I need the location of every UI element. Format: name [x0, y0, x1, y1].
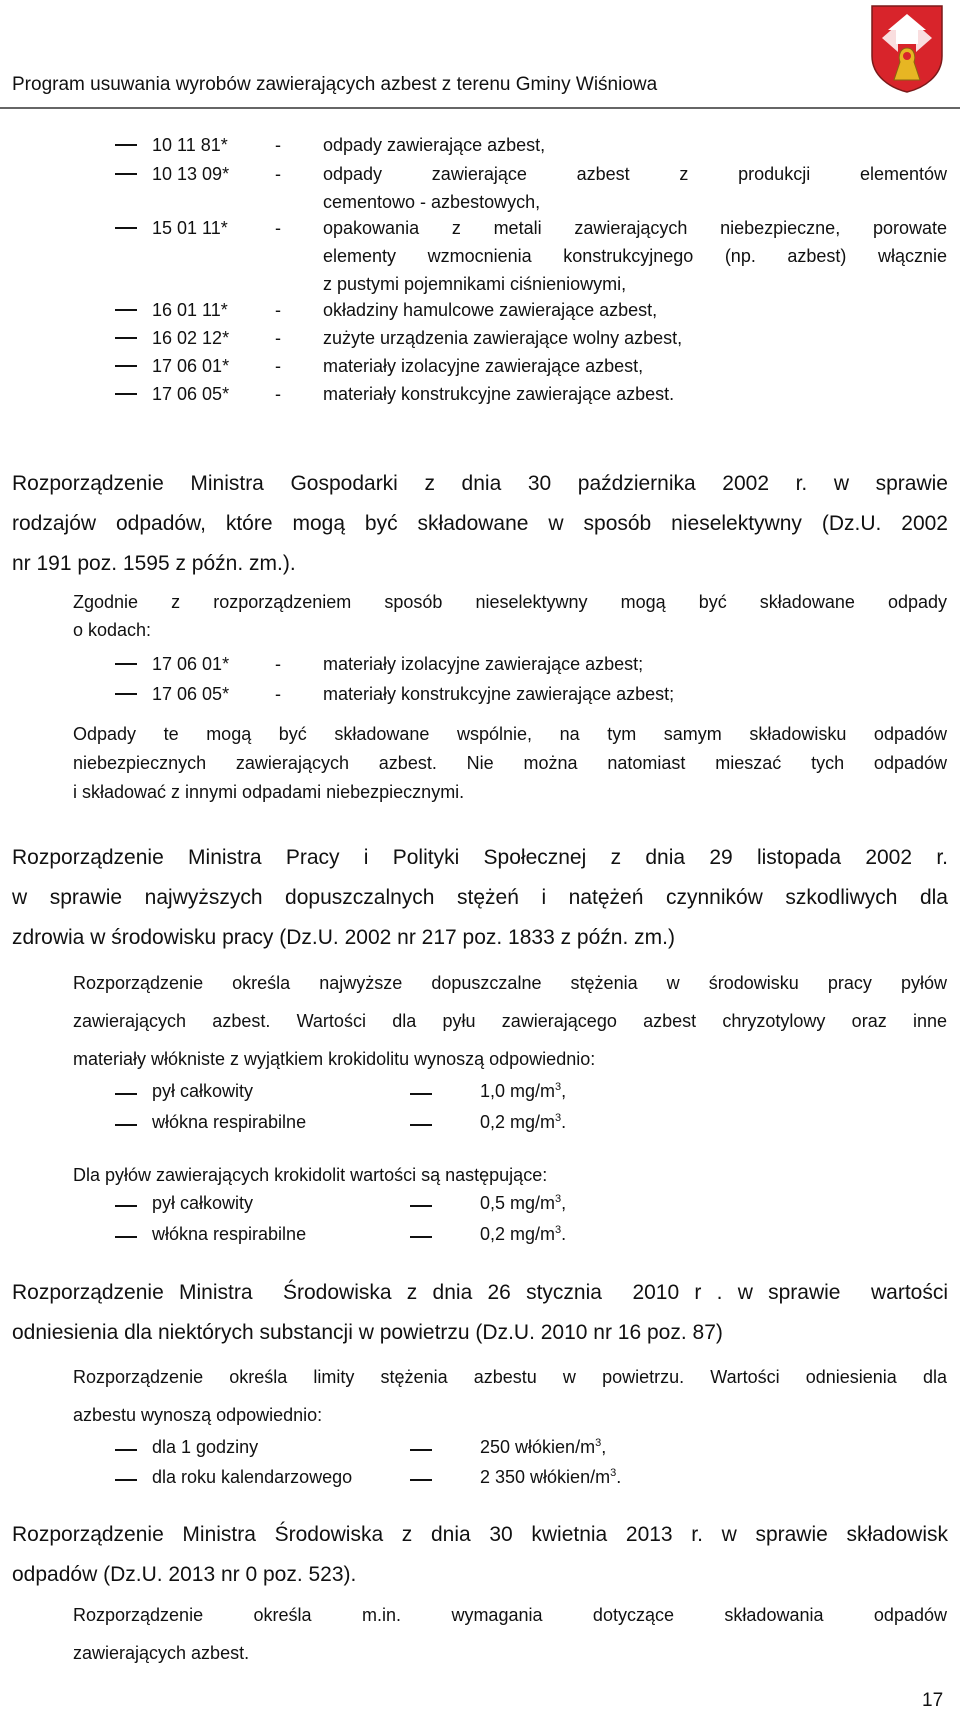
dash-separator-icon — [410, 1236, 432, 1238]
paragraph: Zgodnie z rozporządzeniem sposób nieselektywny mogą być składowane odpady o kodach: — [73, 592, 947, 640]
dash-bullet-icon — [115, 693, 137, 695]
paragraph: Rozporządzenie określa limity stężenia azbestu w powietrzu. Wartości odniesienia dla azbestu wynoszą odpowiednio: — [73, 1367, 947, 1425]
dash-bullet-icon — [115, 1236, 137, 1238]
section-heading: Rozporządzenie Ministra Gospodarki z dnia 30 października 2002 r. w sprawie rodzajów odpadów, które mogą być składowane w sposób nieselektywny (Dz.U. 2002 nr 191 poz. 1595 z późn. zm.). — [12, 472, 948, 575]
section-heading: Rozporządzenie Ministra Pracy i Polityki Społecznej z dnia 29 listopada 2002 r. w sprawie najwyższych dopuszczalnych stężeń i natężeń czynników szkodliwych dla zdrowia w środowisku pracy (Dz.U. 2002 nr 217 poz. 1833 z późn. zm.) — [12, 846, 948, 949]
section-heading: Rozporządzenie Ministra Środowiska z dnia 30 kwietnia 2013 r. w sprawie składowisk odpadów (Dz.U. 2013 nr 0 poz. 523). — [12, 1523, 948, 1586]
paragraph: Dla pyłów zawierających krokidolit wartości są następujące: — [73, 1165, 548, 1185]
document-page: Program usuwania wyrobów zawierających azbest z terenu Gminy Wiśniowa 10 11 81* - odpady zawierające azbest, 10 13 09* - odpady zawierające azbest z produkcji elementów cementowo - azbestowych, 15 01 11* - opakowania z metali zawierających niebezpieczne, porowate elementy wzmocnienia konstrukcyjnego (np. azbest) włącznie z pustymi pojemnikami ciśnieniowymi, 16 01 11* - okładziny hamulcowe zawierające azbest, 16 02 12* - zużyte urządzenia zawierające wolny azbest, 17 06 01* - materiały izolacyjne zawierające azbest, 17 06 05* - materiały konstrukcyjne zawierające azbest. Rozporządzenie Ministra Gospodarki z dnia 30 października 2002 r. w sprawie rodzajów odpadów, które mogą być składowane w sposób nieselektywny (Dz.U. 2002 nr 191 poz. 1595 z późn. zm.). Zgodnie z rozporządzeniem sposób nieselektywny mogą być składowane odpady o kodach: 17 06 01* - materiały izolacyjne zawierające azbest; 17 06 05* - materiały konstrukcyjne zawierające azbest; Odpady te mogą być składowane wspólnie, na tym samym składowisku odpadów niebezpiecznych zawierających azbest. Nie można natomiast mieszać tych odpadów i składować z innymi odpadami niebezpiecznymi. Rozporządzenie Ministra Pracy i Polityki Społecznej z dnia 29 listopada 2002 r. w sprawie najwyższych dopuszczalnych stężeń i natężeń czynników szkodliwych dla zdrowia w środowisku pracy (Dz.U. 2002 nr 217 poz. 1833 z późn. zm.) Rozporządzenie określa najwyższe dopuszczalne stężenia w środowisku pracy pyłów zawierających azbest. Wartości dla pyłu zawierającego azbest chryzotylowy oraz inne materiały włókniste z wyjątkiem krokidolitu wynoszą odpowiednio: pył całkowity 1,0 $mg/m^3$, włókna respirabilne 0,2 $mg/m^3$. Dla pyłów zawierających krokidolit wartości są następujące: pył całkowity 0,5 $mg/m^3$, włókna respirabilne 0,2 $mg/m^3$. Rozporządzenie Ministra Środowiska z dnia 26 stycznia 2010 r . w sprawie wartości odniesienia dla niektórych substancji w powietrzu (Dz.U. 2010 nr 16 poz. 87) Rozporządzenie określa limity stężenia azbestu w powietrzu. Wartości odniesienia dla azbestu wynoszą odpowiednio: dla 1 godziny 250 włókien/$m^3$, dla roku kalendarzowego 2 350 włókien/$m^3$. Rozporządzenie Ministra Środowiska z dnia 30 kwietnia 2013 r. w sprawie składowisk odpadów (Dz.U. 2013 nr 0 poz. 523). Rozporządzenie określa m.in. wymagania dotyczące składowania odpadów zawierających azbest. 17 — [0, 0, 960, 1722]
paragraph: Rozporządzenie określa m.in. wymagania dotyczące składowania odpadów zawierających azbest. — [73, 1605, 947, 1663]
dash-bullet-icon — [115, 393, 137, 395]
dash-separator-icon — [410, 1205, 432, 1207]
dash-bullet-icon — [115, 1449, 137, 1451]
page-number: 17 — [922, 1690, 944, 1711]
dash-bullet-icon — [115, 144, 137, 146]
dash-separator-icon — [410, 1449, 432, 1451]
dash-bullet-icon — [115, 365, 137, 367]
dash-bullet-icon — [115, 337, 137, 339]
dash-bullet-icon — [115, 173, 137, 175]
paragraph: Rozporządzenie określa najwyższe dopuszczalne stężenia w środowisku pracy pyłów zawierających azbest. Wartości dla pyłu zawierającego azbest chryzotylowy oraz inne materiały włókniste z wyjątkiem krokidolitu wynoszą odpowiednio: — [73, 973, 947, 1069]
dash-bullet-icon — [115, 1093, 137, 1095]
dash-bullet-icon — [115, 663, 137, 665]
paragraph: Odpady te mogą być składowane wspólnie, na tym samym składowisku odpadów niebezpiecznych zawierających azbest. Nie można natomiast mieszać tych odpadów i składować z innymi odpadami niebezpiecznymi. — [73, 724, 947, 802]
dash-bullet-icon — [115, 227, 137, 229]
dash-bullet-icon — [115, 1205, 137, 1207]
dash-separator-icon — [410, 1124, 432, 1126]
dash-bullet-icon — [115, 309, 137, 311]
page-header — [0, 0, 960, 110]
dash-bullet-icon — [115, 1124, 137, 1126]
dash-separator-icon — [410, 1093, 432, 1095]
section-heading: Rozporządzenie Ministra Środowiska z dnia 26 stycznia 2010 r . w sprawie wartości odniesienia dla niektórych substancji w powietrzu (Dz.U. 2010 nr 16 poz. 87) — [12, 1281, 948, 1344]
header-rule — [0, 107, 960, 109]
dash-bullet-icon — [115, 1479, 137, 1481]
header-title: Program usuwania wyrobów zawierających azbest z terenu Gminy Wiśniowa — [12, 74, 658, 95]
dash-separator-icon — [410, 1479, 432, 1481]
coat-of-arms-icon — [868, 4, 946, 94]
